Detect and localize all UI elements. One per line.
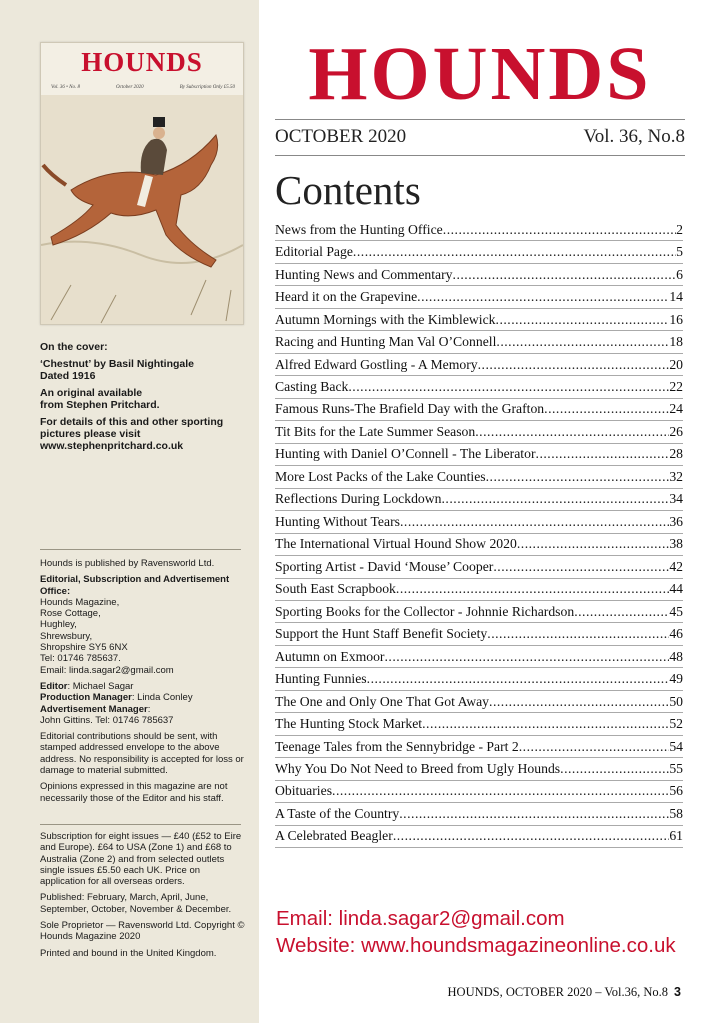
toc-entry-page: 20 <box>669 356 683 372</box>
production-credit: Production Manager: Linda Conley <box>40 692 193 704</box>
toc-entry-title: Why You Do Not Need to Breed from Ugly Hounds <box>275 760 561 776</box>
cover-painting <box>41 95 243 324</box>
issue-volume: Vol. 36, No.8 <box>583 126 685 147</box>
toc-entry[interactable] <box>275 489 683 511</box>
publisher-info <box>40 558 245 809</box>
toc-entry-page: 46 <box>669 626 683 642</box>
toc-entry[interactable] <box>275 399 683 421</box>
toc-leader-dots <box>400 514 669 530</box>
toc-entry[interactable] <box>275 264 683 286</box>
published-months: Published: February, March, April, June, September, October, November & December. <box>40 892 232 915</box>
toc-entry-page: 16 <box>669 311 683 327</box>
page-number: 3 <box>674 985 681 999</box>
cover-month: October 2020 <box>116 85 144 90</box>
masthead-title: HOUNDS <box>308 32 652 116</box>
toc-entry-page: 22 <box>669 379 683 395</box>
toc-leader-dots <box>396 581 669 597</box>
issue-line <box>275 126 685 148</box>
painting-title: ‘Chestnut’ by Basil Nightingale <box>40 358 195 371</box>
page-footer <box>448 985 681 1000</box>
toc-entry-title: Sporting Books for the Collector - Johnnie Richardson <box>275 603 575 619</box>
toc-entry-title: Obituaries <box>275 783 333 799</box>
toc-entry[interactable] <box>275 376 683 398</box>
toc-entry-title: Hunting Funnies <box>275 671 367 687</box>
toc-entry[interactable] <box>275 601 683 623</box>
toc-entry-page: 18 <box>669 334 683 350</box>
toc-entry[interactable] <box>275 713 683 735</box>
printed-text: Printed and bound in the United Kingdom. <box>40 947 217 959</box>
toc-entry[interactable] <box>275 309 683 331</box>
advert-name: John Gittins. Tel: 01746 785637 <box>40 714 174 726</box>
toc-entry-title: Tit Bits for the Late Summer Season <box>275 423 476 439</box>
original-line-1: An original available <box>40 387 143 400</box>
toc-entry-title: Casting Back <box>275 379 349 395</box>
toc-entry-page: 26 <box>669 423 683 439</box>
toc-entry-page: 14 <box>669 289 683 305</box>
toc-entry-page: 24 <box>669 401 683 417</box>
toc-leader-dots <box>493 559 669 575</box>
toc-entry[interactable] <box>275 444 683 466</box>
toc-entry-page: 50 <box>669 693 683 709</box>
toc-entry[interactable] <box>275 803 683 825</box>
toc-entry-page: 32 <box>669 468 683 484</box>
proprietor-text: Sole Proprietor — Ravensworld Ltd. Copyright © Hounds Magazine 2020 <box>40 920 245 943</box>
toc-entry-title: Hunting Without Tears <box>275 513 400 529</box>
office-label: Editorial, Subscription and Advertisement Office: <box>40 574 230 597</box>
table-of-contents <box>275 219 683 848</box>
toc-entry[interactable] <box>275 534 683 556</box>
toc-entry-title: Sporting Artist - David ‘Mouse’ Cooper <box>275 558 494 574</box>
editor-credit: Editor: Michael Sagar <box>40 680 134 692</box>
toc-entry-title: Support the Hunt Staff Benefit Society <box>275 626 488 642</box>
toc-entry-title: Famous Runs-The Brafield Day with the Grafton <box>275 401 545 417</box>
toc-leader-dots <box>442 491 670 507</box>
toc-leader-dots <box>422 716 669 732</box>
toc-entry-title: The International Virtual Hound Show 2020 <box>275 536 517 552</box>
cover-thumbnail <box>40 42 244 325</box>
toc-entry-title: A Celebrated Beagler <box>275 828 393 844</box>
toc-leader-dots <box>496 312 670 328</box>
toc-leader-dots <box>486 469 670 485</box>
toc-entry[interactable] <box>275 758 683 780</box>
toc-entry[interactable] <box>275 219 683 241</box>
toc-entry-page: 45 <box>669 603 683 619</box>
cover-caption <box>40 341 245 452</box>
address-line: Tel: 01746 785637. <box>40 653 121 665</box>
toc-entry-page: 2 <box>676 221 683 237</box>
toc-entry-title: Hunting with Daniel O’Connell - The Liberator <box>275 446 536 462</box>
address-line: Hounds Magazine, <box>40 596 120 608</box>
published-by: Hounds is published by Ravensworld Ltd. <box>40 558 215 569</box>
toc-entry-title: News from the Hunting Office <box>275 221 443 237</box>
subscription-text: Subscription for eight issues — £40 (£52 to Eire and Europe). £64 to USA (Zone 1) and £68 to Australia (Zone 2) and from selected outlets single issues £5.50 each UK. Price on application for all overseas orders. <box>40 831 242 888</box>
toc-entry[interactable] <box>275 241 683 263</box>
toc-entry-title: Autumn Mornings with the Kimblewick <box>275 311 496 327</box>
issue-month: OCTOBER 2020 <box>275 126 407 147</box>
toc-leader-dots <box>332 783 669 799</box>
toc-entry-page: 61 <box>669 828 683 844</box>
toc-entry-title: Autumn on Exmoor <box>275 648 385 664</box>
toc-entry[interactable] <box>275 736 683 758</box>
toc-leader-dots <box>544 401 669 417</box>
toc-entry-page: 34 <box>669 491 683 507</box>
toc-entry[interactable] <box>275 623 683 645</box>
toc-entry[interactable] <box>275 511 683 533</box>
toc-entry[interactable] <box>275 646 683 668</box>
toc-entry[interactable] <box>275 466 683 488</box>
details-line-3: www.stephenpritchard.co.uk <box>40 440 184 453</box>
address-line: Hughley, <box>40 619 77 631</box>
toc-entry-title: The Hunting Stock Market <box>275 716 423 732</box>
toc-entry-page: 5 <box>676 244 683 260</box>
original-line-2: from Stephen Pritchard. <box>40 399 160 412</box>
address-line: Shropshire SY5 6NX <box>40 642 128 654</box>
toc-leader-dots <box>385 649 670 665</box>
toc-leader-dots <box>443 222 676 238</box>
toc-entry-title: A Taste of the Country <box>275 805 400 821</box>
toc-entry-title: Heard it on the Grapevine <box>275 289 418 305</box>
sidebar-divider-1 <box>40 549 241 550</box>
toc-entry-page: 36 <box>669 513 683 529</box>
toc-entry[interactable] <box>275 556 683 578</box>
toc-leader-dots <box>453 267 677 283</box>
toc-entry-page: 44 <box>669 581 683 597</box>
toc-leader-dots <box>417 289 669 305</box>
contributions-note: Editorial contributions should be sent, with stamped addressed envelope to the above address. No responsibility is accepted for loss or damage to material submitted. <box>40 731 244 777</box>
toc-leader-dots <box>353 244 676 260</box>
toc-leader-dots <box>560 761 669 777</box>
toc-leader-dots <box>496 334 669 350</box>
toc-leader-dots <box>478 357 670 373</box>
toc-entry-title: South East Scrapbook <box>275 581 396 597</box>
toc-entry[interactable] <box>275 331 683 353</box>
opinions-note: Opinions expressed in this magazine are not necessarily those of the Editor and his staff. <box>40 781 228 804</box>
toc-entry-title: Hunting News and Commentary <box>275 266 453 282</box>
toc-entry-page: 52 <box>669 716 683 732</box>
address-line: Rose Cottage, <box>40 608 101 620</box>
toc-leader-dots <box>574 604 669 620</box>
masthead-rule-top <box>275 119 685 120</box>
toc-leader-dots <box>519 739 670 755</box>
toc-entry-page: 49 <box>669 671 683 687</box>
address-line: Email: linda.sagar2@gmail.com <box>40 664 174 676</box>
toc-entry-title: Racing and Hunting Man Val O’Connell <box>275 334 497 350</box>
toc-entry-title: More Lost Packs of the Lake Counties <box>275 468 486 484</box>
masthead-rule-bottom <box>275 155 685 156</box>
toc-entry[interactable] <box>275 781 683 803</box>
address-line: Shrewsbury, <box>40 630 93 642</box>
toc-leader-dots <box>487 626 669 642</box>
sidebar-divider-2 <box>40 824 241 825</box>
toc-leader-dots <box>367 671 670 687</box>
toc-leader-dots <box>475 424 669 440</box>
toc-entry-title: The One and Only One That Got Away <box>275 693 490 709</box>
toc-entry[interactable] <box>275 691 683 713</box>
toc-entry-title: Alfred Edward Gostling - A Memory <box>275 356 478 372</box>
toc-entry[interactable] <box>275 354 683 376</box>
toc-entry-page: 28 <box>669 446 683 462</box>
painting-date: Dated 1916 <box>40 370 96 383</box>
cover-vol: Vol. 36 • No. 8 <box>51 85 80 90</box>
toc-leader-dots <box>399 806 669 822</box>
advert-credit: Advertisement Manager: <box>40 703 151 715</box>
cover-title: HOUNDS <box>81 47 203 77</box>
toc-entry-title: Editorial Page <box>275 244 353 260</box>
toc-leader-dots <box>348 379 669 395</box>
toc-entry[interactable] <box>275 421 683 443</box>
toc-entry-title: Teenage Tales from the Sennybridge - Part 2 <box>275 738 519 754</box>
toc-entry-page: 58 <box>669 805 683 821</box>
toc-leader-dots <box>536 446 670 462</box>
on-cover-label: On the cover: <box>40 341 108 353</box>
toc-entry-page: 6 <box>676 266 683 282</box>
toc-entry[interactable] <box>275 826 683 848</box>
cover-meta <box>51 85 235 90</box>
toc-entry[interactable] <box>275 579 683 601</box>
toc-entry-title: Reflections During Lockdown <box>275 491 442 507</box>
toc-entry[interactable] <box>275 668 683 690</box>
contact-website[interactable]: Website: www.houndsmagazineonline.co.uk <box>276 934 676 957</box>
toc-entry-page: 38 <box>669 536 683 552</box>
subscription-info <box>40 831 245 964</box>
toc-entry-page: 42 <box>669 558 683 574</box>
toc-entry-page: 54 <box>669 738 683 754</box>
details-line-1: For details of this and other sporting <box>40 416 224 429</box>
contents-heading: Contents <box>275 167 421 213</box>
toc-leader-dots <box>517 536 669 552</box>
toc-entry[interactable] <box>275 286 683 308</box>
cover-price: By Subscription Only £5.50 <box>179 85 235 90</box>
toc-entry-page: 55 <box>669 760 683 776</box>
contact-email[interactable]: Email: linda.sagar2@gmail.com <box>276 907 565 930</box>
footer-text: HOUNDS, OCTOBER 2020 – Vol.36, No.8 <box>447 985 669 999</box>
toc-leader-dots <box>393 828 669 844</box>
toc-entry-page: 56 <box>669 783 683 799</box>
toc-entry-page: 48 <box>669 648 683 664</box>
toc-leader-dots <box>489 694 669 710</box>
details-line-2: pictures please visit <box>40 428 141 441</box>
